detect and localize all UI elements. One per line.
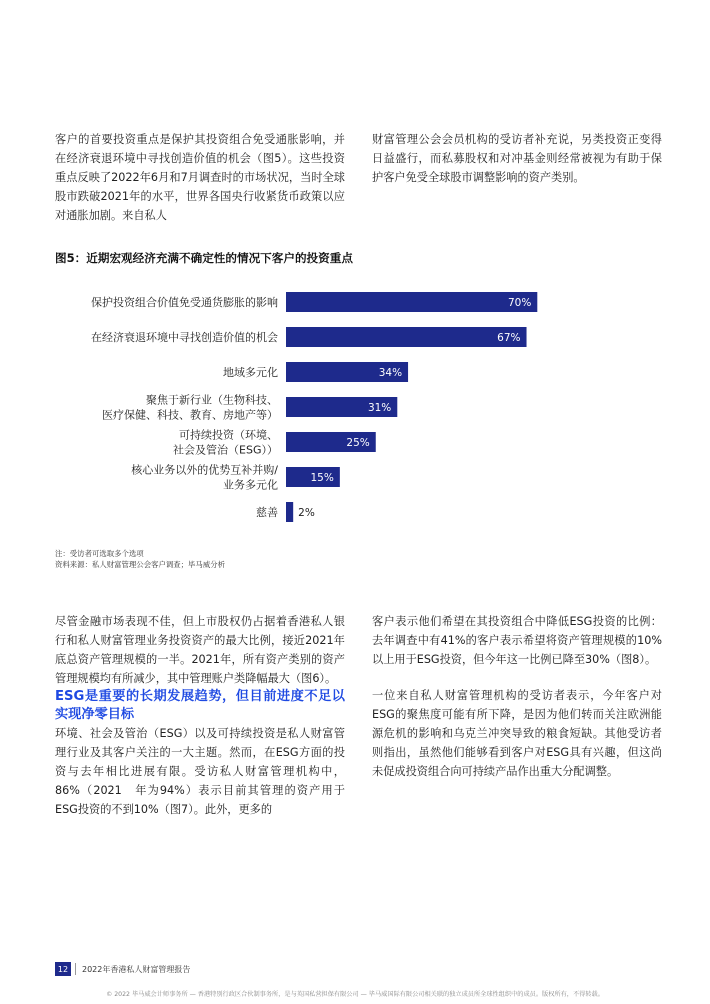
figure-note: 注：受访者可选取多个选项 <box>55 549 144 558</box>
bar-value-label-4: 25% <box>346 437 370 449</box>
page-number: 12 <box>55 962 71 976</box>
body-paragraph-esg: 环境、社会及管治（ESG）以及可持续投资是私人财富管理行业及其客户关注的一大主题。然而，在ESG方面的投资与去年相比进展有限。受访私人财富管理机构中，86%（2021 年为94%）表示目前其管理的资产用于ESG投资的不到10%（图7）。此外，更多的 <box>55 727 345 816</box>
intro-column-right <box>372 130 662 187</box>
bar-value-label-5: 15% <box>310 472 334 484</box>
page-footer <box>55 962 190 976</box>
category-label-2-0: 地域多元化 <box>223 366 278 379</box>
category-label-1-0: 在经济衰退环境中寻找创造价值的机会 <box>91 331 278 344</box>
figure-notes <box>55 548 225 570</box>
figure-source: 资料来源：私人财富管理公会客户调查；毕马威分析 <box>55 560 225 569</box>
report-title: 2022年香港私人财富管理报告 <box>82 964 191 974</box>
intro-paragraph-left: 客户的首要投资重点是保护其投资组合免受通胀影响，并在经济衰退环境中寻找创造价值的机会（图5）。这些投资重点反映了2022年6月和7月调查时的市场状况，当时全球股市跌破2021年的水平，世界各国央行收紧货币政策以应对通胀加剧。来自私人 <box>55 133 345 222</box>
category-label-4-0: 可持续投资（环境、 <box>179 428 278 442</box>
category-label-3-1: 医疗保健、科技、教育、房地产等） <box>102 408 278 422</box>
category-label-5-0: 核心业务以外的优势互补并购/ <box>131 463 278 477</box>
investment-priorities-chart <box>55 280 665 530</box>
bar-value-label-3: 31% <box>367 402 392 414</box>
copyright-notice: © 2022 毕马威会计师事务所 — 香港特别行政区合伙制事务所，是与英国私营担保有限公司 — 毕马威国际有限公司相关联的独立成员所全球性组织中的成员。版权所有，不得转载。 <box>106 991 604 998</box>
intro-paragraph-right: 财富管理公会会员机构的受访者补充说，另类投资正变得日益盛行，而私募股权和对冲基金则经常被视为有助于保护客户免受全球股市调整影响的资产类别。 <box>372 133 662 184</box>
body-column-right <box>372 612 662 781</box>
category-label-3-0: 聚焦于新行业（生物科技、 <box>146 393 278 407</box>
bar-value-label-0: 70% <box>507 297 532 309</box>
bar-6 <box>286 502 293 522</box>
category-label-0-0: 保护投资组合价值免受通货膨胀的影响 <box>91 296 278 309</box>
category-label-6-0: 慈善 <box>256 506 278 519</box>
body-paragraph-esg-clients: 客户表示他们希望在其投资组合中降低ESG投资的比例：去年调查中有41%的客户表示希望将资产管理规模的10%以上用于ESG投资，但今年这一比例已降至30%（图8）。 <box>372 615 662 666</box>
figure-title: 图5：近期宏观经济充满不确定性的情况下客户的投资重点 <box>55 251 353 265</box>
body-paragraph-asset-allocation: 尽管金融市场表现不佳，但上市股权仍占据着香港私人银行和私人财富管理业务投资资产的最大比例，接近2021年底总资产管理规模的一半。2021年，所有资产类别的资产管理规模均有所减少，其中管理账户类降幅最大（图6）。 <box>55 615 345 685</box>
bar-value-label-1: 67% <box>497 332 521 344</box>
category-label-4-1: 社会及管治（ESG）） <box>173 443 278 457</box>
category-label-5-1: 业务多元化 <box>223 478 278 492</box>
body-column-left <box>55 612 345 819</box>
bar-value-label-2: 34% <box>378 367 403 379</box>
bar-1 <box>286 327 527 347</box>
esg-section-heading: ESG是重要的长期发展趋势，但目前进度不足以实现净零目标 <box>55 689 345 722</box>
body-paragraph-esg-interviewee: 一位来自私人财富管理机构的受访者表示，今年客户对ESG的聚焦度可能有所下降，是因为他们转而关注欧洲能源危机的影响和乌克兰冲突导致的粮食短缺。其他受访者则指出，虽然他们能够看到客户对ESG具有兴趣，但这尚未促成投资组合向可持续产品作出重大分配调整。 <box>372 689 662 778</box>
intro-column-left <box>55 130 345 225</box>
footer-divider <box>75 963 76 975</box>
bar-value-label-6: 2% <box>298 507 315 519</box>
bar-0 <box>286 292 537 312</box>
